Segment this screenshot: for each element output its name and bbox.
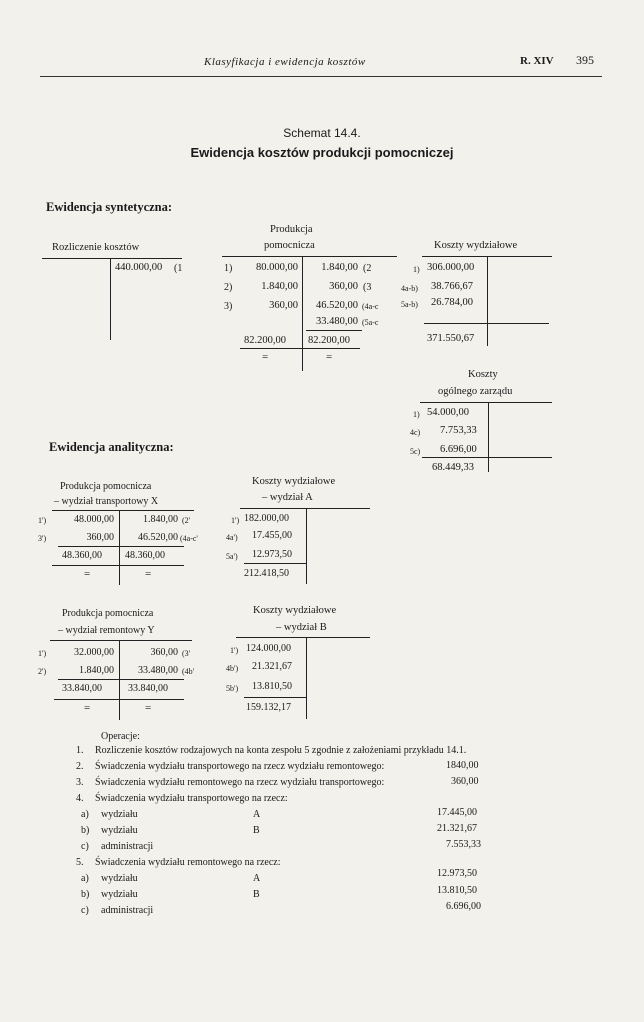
operation-value: 12.973,50: [437, 868, 477, 879]
debit-ref: 1'): [231, 516, 240, 525]
credit-amount: 360,00: [329, 281, 358, 292]
operation-value: 1840,00: [446, 760, 479, 771]
operation-sub-letter: a): [81, 809, 89, 820]
page-number: 395: [576, 53, 594, 67]
total-debit: 48.360,00: [62, 550, 102, 561]
account-title-line2: pomocnicza: [264, 240, 315, 251]
debit-amount: 54.000,00: [427, 407, 469, 418]
account-title: Koszty wydziałowe: [434, 240, 518, 251]
operation-text: wydziału: [101, 809, 138, 820]
operation-text: Świadczenia wydziału transportowego na rzecz wydziału remontowego:: [95, 761, 385, 772]
t-top-rule: [240, 508, 370, 509]
debit-ref: 4c): [410, 428, 421, 437]
debit-ref: 3): [224, 301, 233, 312]
debit-ref: 2'): [38, 667, 47, 676]
credit-amount: 46.520,00: [138, 532, 178, 543]
account-title-line2: – wydział A: [262, 492, 313, 503]
operation-text: wydziału: [101, 889, 138, 900]
t-top-rule: [42, 258, 182, 259]
debit-amount: 17.455,00: [252, 530, 292, 541]
running-header-title: Klasyfikacja i ewidencja kosztów: [204, 56, 366, 68]
debit-ref: 2): [224, 282, 233, 293]
operation-number: 1.: [76, 745, 84, 756]
total-rule: [54, 699, 184, 700]
total-amount: 371.550,67: [427, 333, 475, 344]
credit-amount: 46.520,00: [316, 300, 358, 311]
debit-ref: 3'): [38, 534, 47, 543]
credit-amount: 360,00: [150, 647, 178, 658]
account-title-line2: – wydział remontowy Y: [58, 625, 155, 636]
debit-ref: 4a-b): [401, 284, 418, 293]
t-center-rule: [306, 508, 307, 584]
t-top-rule: [420, 402, 552, 403]
t-center-rule: [302, 256, 303, 371]
credit-ref: (4a-c: [362, 302, 379, 311]
total-credit: 33.840,00: [128, 683, 168, 694]
credit-amount: 440.000,00: [115, 262, 163, 273]
account-title-line1: Koszty wydziałowe: [252, 476, 336, 487]
debit-amount: 80.000,00: [256, 262, 298, 273]
debit-amount: 26.784,00: [431, 297, 473, 308]
total-credit: 48.360,00: [125, 550, 165, 561]
debit-amount: 7.753,33: [440, 425, 477, 436]
debit-amount: 32.000,00: [74, 647, 114, 658]
subtotal-rule: [306, 330, 362, 331]
operation-text: administracji: [101, 905, 154, 916]
subtotal-rule: [58, 546, 184, 547]
operation-text: Świadczenia wydziału transportowego na rzecz:: [95, 793, 288, 804]
credit-ref: (4b': [182, 667, 195, 676]
t-top-rule: [50, 640, 192, 641]
debit-amount: 1.840,00: [261, 281, 298, 292]
operation-text: wydziału: [101, 873, 138, 884]
schemat-number: Schemat 14.4.: [283, 126, 361, 140]
credit-ref: (4a-c': [180, 534, 198, 543]
t-center-rule: [110, 258, 111, 340]
operation-text: Świadczenia wydziału remontowego na rzecz:: [95, 857, 281, 868]
equality-mark: =: [326, 351, 333, 363]
debit-ref: 5c): [410, 447, 421, 456]
operation-unit: B: [253, 825, 260, 836]
credit-amount: 33.480,00: [138, 665, 178, 676]
debit-amount: 182.000,00: [244, 513, 289, 524]
analytic-heading: Ewidencja analityczna:: [49, 440, 174, 454]
operation-value: 7.553,33: [446, 839, 481, 850]
credit-ref: (3: [363, 282, 372, 293]
t-top-rule: [222, 256, 397, 257]
operation-value: 21.321,67: [437, 823, 477, 834]
schemat-title: Ewidencja kosztów produkcji pomocniczej: [190, 145, 454, 160]
operation-text: administracji: [101, 841, 154, 852]
account-title-line1: Produkcja: [270, 224, 313, 235]
operation-number: 5.: [76, 857, 84, 868]
debit-ref: 4a'): [226, 533, 238, 542]
total-rule: [244, 697, 306, 698]
debit-amount: 12.973,50: [252, 549, 292, 560]
operation-number: 4.: [76, 793, 84, 804]
operation-number: 3.: [76, 777, 84, 788]
equality-mark: =: [145, 702, 152, 714]
debit-amount: 6.696,00: [440, 444, 477, 455]
t-top-rule: [236, 637, 370, 638]
debit-amount: 38.766,67: [431, 281, 473, 292]
account-title-line1: Produkcja pomocnicza: [60, 481, 152, 492]
credit-ref: (1: [174, 263, 183, 274]
account-title-line1: Koszty: [468, 369, 498, 380]
operation-value: 6.696,00: [446, 901, 481, 912]
operation-text: Świadczenia wydziału remontowego na rzecz wydziału transportowego:: [95, 777, 385, 788]
debit-amount: 48.000,00: [74, 514, 114, 525]
debit-amount: 360,00: [86, 532, 114, 543]
credit-ref: (5a-c: [362, 318, 379, 327]
operation-text: Rozliczenie kosztów rodzajowych na konta zespołu 5 zgodnie z założeniami przykładu 14.1.: [95, 745, 467, 756]
operation-sub-letter: c): [81, 841, 89, 852]
operation-number: 2.: [76, 761, 84, 772]
total-debit: 33.840,00: [62, 683, 102, 694]
debit-ref: 1'): [38, 516, 47, 525]
t-center-rule: [488, 402, 489, 472]
total-amount: 159.132,17: [246, 702, 291, 713]
credit-ref: (3': [182, 649, 191, 658]
total-rule: [244, 563, 306, 564]
total-debit: 82.200,00: [244, 335, 286, 346]
equality-mark: =: [84, 702, 91, 714]
header-rule: [40, 76, 602, 77]
debit-amount: 360,00: [269, 300, 298, 311]
equality-mark: =: [145, 568, 152, 580]
total-credit: 82.200,00: [308, 335, 350, 346]
account-title-line2: – wydział B: [276, 622, 327, 633]
credit-amount: 33.480,00: [316, 316, 358, 327]
debit-amount: 1.840,00: [79, 665, 114, 676]
operation-unit: A: [253, 873, 261, 884]
debit-amount: 13.810,50: [252, 681, 292, 692]
subtotal-rule: [58, 679, 184, 680]
operation-sub-letter: a): [81, 873, 89, 884]
credit-ref: (2: [363, 263, 372, 274]
credit-ref: (2': [182, 516, 191, 525]
t-center-rule: [487, 256, 488, 346]
debit-ref: 1'): [230, 646, 239, 655]
debit-amount: 124.000,00: [246, 643, 291, 654]
debit-ref: 1): [413, 265, 420, 274]
debit-ref: 1): [224, 263, 233, 274]
debit-amount: 21.321,67: [252, 661, 292, 672]
chapter-label: R. XIV: [520, 55, 554, 67]
debit-ref: 5a'): [226, 552, 238, 561]
operation-unit: B: [253, 889, 260, 900]
debit-ref: 4b'): [226, 664, 239, 673]
account-title-line1: Produkcja pomocnicza: [62, 608, 154, 619]
operation-text: wydziału: [101, 825, 138, 836]
operation-value: 13.810,50: [437, 885, 477, 896]
operation-unit: A: [253, 809, 261, 820]
operations-heading: Operacje:: [101, 731, 140, 742]
total-rule: [422, 457, 552, 458]
total-rule: [240, 348, 360, 349]
debit-ref: 5a-b): [401, 300, 418, 309]
synthetic-heading: Ewidencja syntetyczna:: [46, 200, 173, 214]
account-title-line2: – wydział transportowy X: [54, 496, 159, 507]
operation-value: 17.445,00: [437, 807, 477, 818]
total-rule: [424, 323, 549, 324]
t-top-rule: [52, 510, 194, 511]
total-rule: [52, 565, 184, 566]
equality-mark: =: [84, 568, 91, 580]
account-title: Rozliczenie kosztów: [52, 242, 140, 253]
debit-ref: 1'): [38, 649, 47, 658]
total-amount: 68.449,33: [432, 462, 474, 473]
credit-amount: 1.840,00: [143, 514, 178, 525]
operation-sub-letter: b): [81, 889, 90, 900]
debit-amount: 306.000,00: [427, 262, 475, 273]
equality-mark: =: [262, 351, 269, 363]
account-title-line2: ogólnego zarządu: [438, 386, 513, 397]
debit-ref: 1): [413, 410, 420, 419]
account-title-line1: Koszty wydziałowe: [253, 605, 337, 616]
operation-sub-letter: c): [81, 905, 89, 916]
t-center-rule: [306, 637, 307, 719]
operation-sub-letter: b): [81, 825, 90, 836]
debit-ref: 5b'): [226, 684, 239, 693]
credit-amount: 1.840,00: [321, 262, 358, 273]
operation-value: 360,00: [451, 776, 479, 787]
total-amount: 212.418,50: [244, 568, 289, 579]
